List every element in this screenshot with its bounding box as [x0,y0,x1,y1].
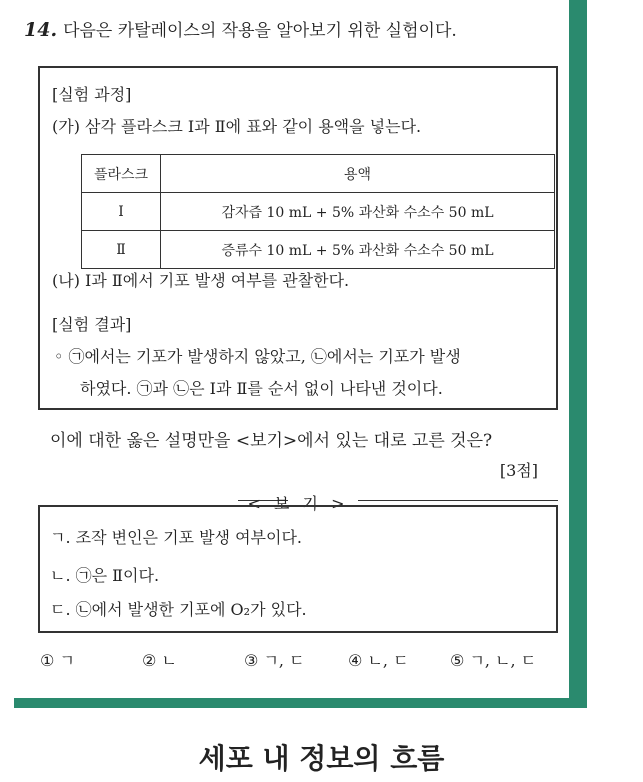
points-label: [3점] [499,461,538,480]
choice-label: ㄱ, ㄴ, ㄷ [469,651,537,670]
bogi-item: ㄱ. 조작 변인은 기포 발생 여부이다. [50,528,302,547]
table-header-flask: 플라스크 [82,155,161,193]
table-cell-solution: 증류수 10 mL + 5% 과산화 수소수 50 mL [161,231,555,269]
table-header-row [82,155,555,193]
choice-3[interactable] [244,648,305,671]
table-row [82,231,555,269]
table-cell-flask: Ⅱ [82,231,161,269]
process-heading: [실험 과정] [52,85,132,104]
choice-number: ④ [348,651,363,670]
table-header-solution: 용액 [161,155,555,193]
bogi-box [38,505,558,633]
experiment-box [38,66,558,410]
table-cell-flask: Ⅰ [82,193,161,231]
choice-number: ② [142,651,157,670]
bogi-item: ㄴ. ㉠은 Ⅱ이다. [50,566,160,585]
step-b: (나) Ⅰ과 Ⅱ에서 기포 발생 여부를 관찰한다. [52,271,350,290]
bogi-title: < 보 기 > [247,494,349,513]
choice-2[interactable] [142,648,177,671]
choice-4[interactable] [348,648,409,671]
choice-label: ㄴ, ㄷ [367,651,409,670]
solution-table [81,154,555,269]
choice-number: ③ [244,651,259,670]
question-prompt: 이에 대한 옳은 설명만을 <보기>에서 있는 대로 고른 것은? [50,431,493,451]
choice-label: ㄴ [161,651,177,670]
step-a: (가) 삼각 플라스크 Ⅰ과 Ⅱ에 표와 같이 용액을 넣는다. [52,117,422,136]
question-text: 다음은 카탈레이스의 작용을 알아보기 위한 실험이다. [63,21,457,41]
choice-label: ㄱ [59,651,75,670]
choice-1[interactable] [40,648,75,671]
result-line-1: ◦ ㉠에서는 기포가 발생하지 않았고, ㉡에서는 기포가 발생 [54,347,461,366]
choice-number: ⑤ [450,651,465,670]
result-heading: [실험 결과] [52,315,132,334]
caption-title: 세포 내 정보의 흐름 [198,742,445,775]
table-cell-solution: 감자즙 10 mL + 5% 과산화 수소수 50 mL [161,193,555,231]
choice-5[interactable] [450,648,536,671]
choice-number: ① [40,651,55,670]
bogi-item: ㄷ. ㉡에서 발생한 기포에 O₂가 있다. [50,600,307,619]
question-number: 14. [24,19,58,41]
choice-label: ㄱ, ㄷ [263,651,305,670]
result-line-2: 하였다. ㉠과 ㉡은 Ⅰ과 Ⅱ를 순서 없이 나타낸 것이다. [80,379,443,398]
question-header [24,16,457,41]
table-row [82,193,555,231]
